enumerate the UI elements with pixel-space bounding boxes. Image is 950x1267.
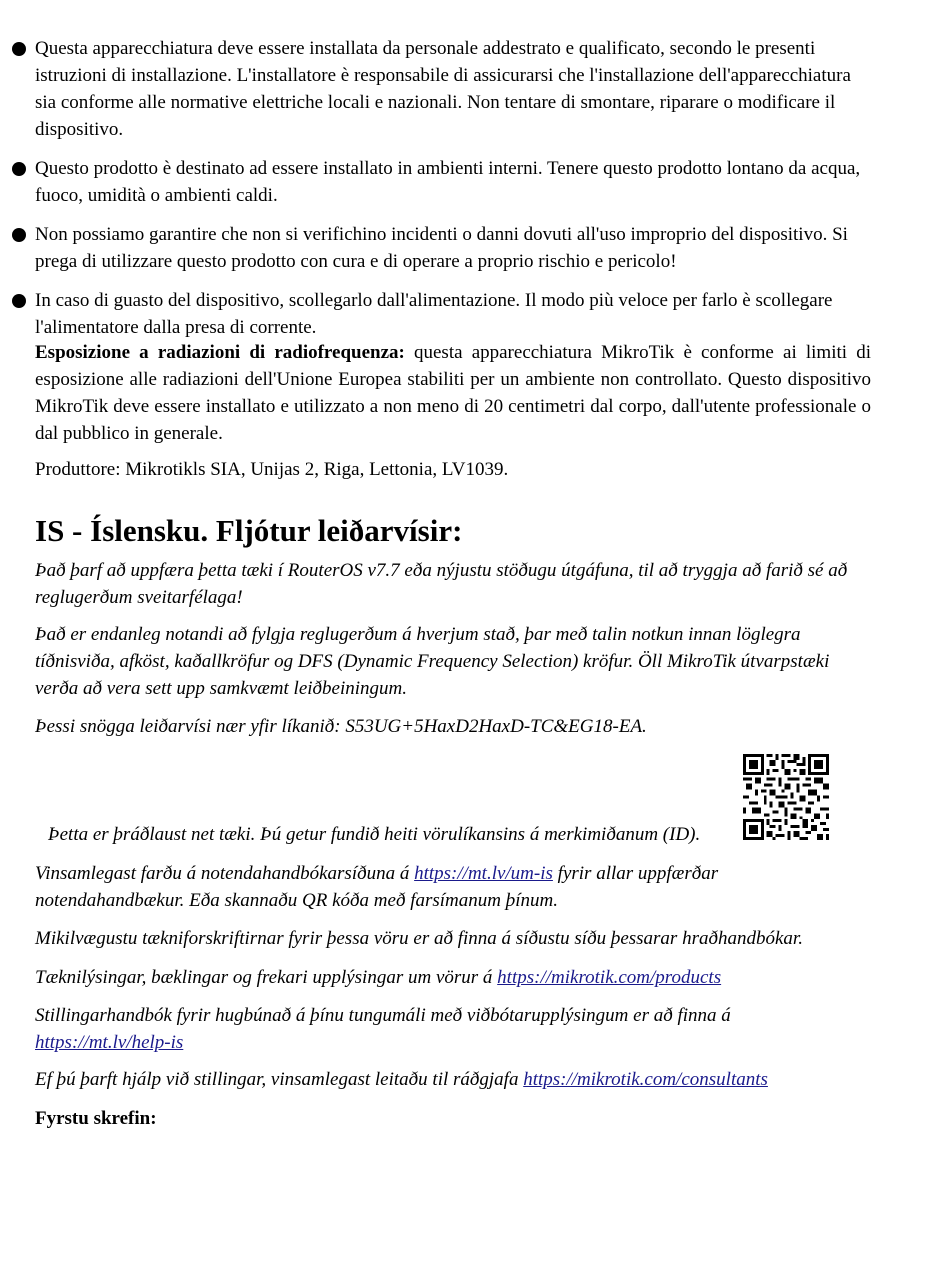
first-steps-heading: Fyrstu skrefin: <box>35 1108 157 1129</box>
model-notice: Þessi snögga leiðarvísi nær yfir líkanið: S53UG+5HaxD2HaxD-TC&EG18-EA. <box>35 716 647 737</box>
user-manual-paragraph <box>35 860 835 914</box>
qr-code-icon <box>743 754 829 840</box>
help-link[interactable]: https://mt.lv/help-is <box>35 1032 184 1053</box>
bullet-icon <box>12 228 26 242</box>
list-item <box>0 221 871 275</box>
consultants-text: Ef þú þarft hjálp við stillingar, vinsamlegast leitaðu til ráðgjafa <box>35 1069 524 1090</box>
products-link[interactable]: https://mikrotik.com/products <box>497 967 722 988</box>
list-item <box>0 35 871 143</box>
list-item <box>0 155 871 209</box>
list-item <box>0 287 871 341</box>
rf-exposure-text: questa apparecchiatura MikroTik è conforme ai limiti di esposizione alle radiazioni dell'Unione Europea stabiliti per un ambiente non controllato. Questo dispositivo MikroTik deve essere installato e utilizzato a non meno di 20 centimetri dal corpo, dall'utente professionale o dal pubblico in generale. <box>35 342 871 444</box>
bullet-text: In caso di guasto del dispositivo, scollegarlo dall'alimentazione. Il modo più veloce per farlo è scollegare l'alimentatore dalla presa di corrente. <box>35 290 833 338</box>
wireless-device-notice: Þetta er þráðlaust net tæki. Þú getur fundið heiti vörulíkansins á merkimiðanum (ID). <box>48 824 701 845</box>
rf-exposure-paragraph <box>35 339 871 447</box>
consultants-link[interactable]: https://mikrotik.com/consultants <box>523 1069 768 1090</box>
bullet-icon <box>12 294 26 308</box>
user-manual-text-end: fyrir allar uppfærðar notendahandbækur. Eða skannaðu QR kóða með farsímanum þínum. <box>35 863 719 911</box>
bullet-text: Questa apparecchiatura deve essere installata da personale addestrato e qualificato, secondo le presenti istruzioni di installazione. L'installatore è responsabile di assicurarsi che l'installazione dell'apparecchiatura sia conforme alle normative elettriche locali e nazionali. Non tentare di smontare, riparare o modificare il dispositivo. <box>35 38 851 140</box>
consultants-paragraph <box>35 1066 871 1093</box>
user-manual-text: Vinsamlegast farðu á notendahandbókarsíðuna á <box>35 863 415 884</box>
rf-exposure-label: Esposizione a radiazioni di radiofrequenza: <box>35 342 405 363</box>
products-text: Tæknilýsingar, bæklingar og frekari upplýsingar um vörur á <box>35 967 498 988</box>
user-manual-link[interactable]: https://mt.lv/um-is <box>414 863 553 884</box>
bullet-icon <box>12 162 26 176</box>
bullet-icon <box>12 42 26 56</box>
bullet-text: Non possiamo garantire che non si verifichino incidenti o danni dovuti all'uso improprio del dispositivo. Si prega di utilizzare questo prodotto con cura e di operare a proprio rischio e pericolo! <box>35 224 848 272</box>
products-paragraph <box>35 964 871 991</box>
update-notice: Það þarf að uppfæra þetta tæki í RouterOS v7.7 eða nýjustu stöðugu útgáfuna, til að tryggja að farið sé að reglugerðum sveitarfélaga! <box>35 560 848 608</box>
help-paragraph <box>35 1002 775 1056</box>
regulation-notice: Það er endanleg notandi að fylgja reglugerðum á hverjum stað, þar með talin notkun innan löglegra tíðnisviða, afköst, kaðallkröfur og DFS (Dynamic Frequency Selection) kröfur. Öll MikroTik útvarpstæki verða að vera sett upp samkvæmt leiðbeiningum. <box>35 624 830 699</box>
section-heading: IS - Íslensku. Fljótur leiðarvísir: <box>35 513 463 548</box>
manufacturer-info: Produttore: Mikrotikls SIA, Unijas 2, Riga, Lettonia, LV1039. <box>35 459 509 480</box>
safety-bullet-list <box>0 35 871 341</box>
help-text: Stillingarhandbók fyrir hugbúnað á þínu tungumáli með viðbótarupplýsingum er að finna á <box>35 1005 731 1026</box>
bullet-text: Questo prodotto è destinato ad essere installato in ambienti interni. Tenere questo prodotto lontano da acqua, fuoco, umidità o ambienti caldi. <box>35 158 861 206</box>
specs-notice: Mikilvægustu tækniforskriftirnar fyrir þessa vöru er að finna á síðustu síðu þessarar hraðhandbókar. <box>35 928 803 949</box>
